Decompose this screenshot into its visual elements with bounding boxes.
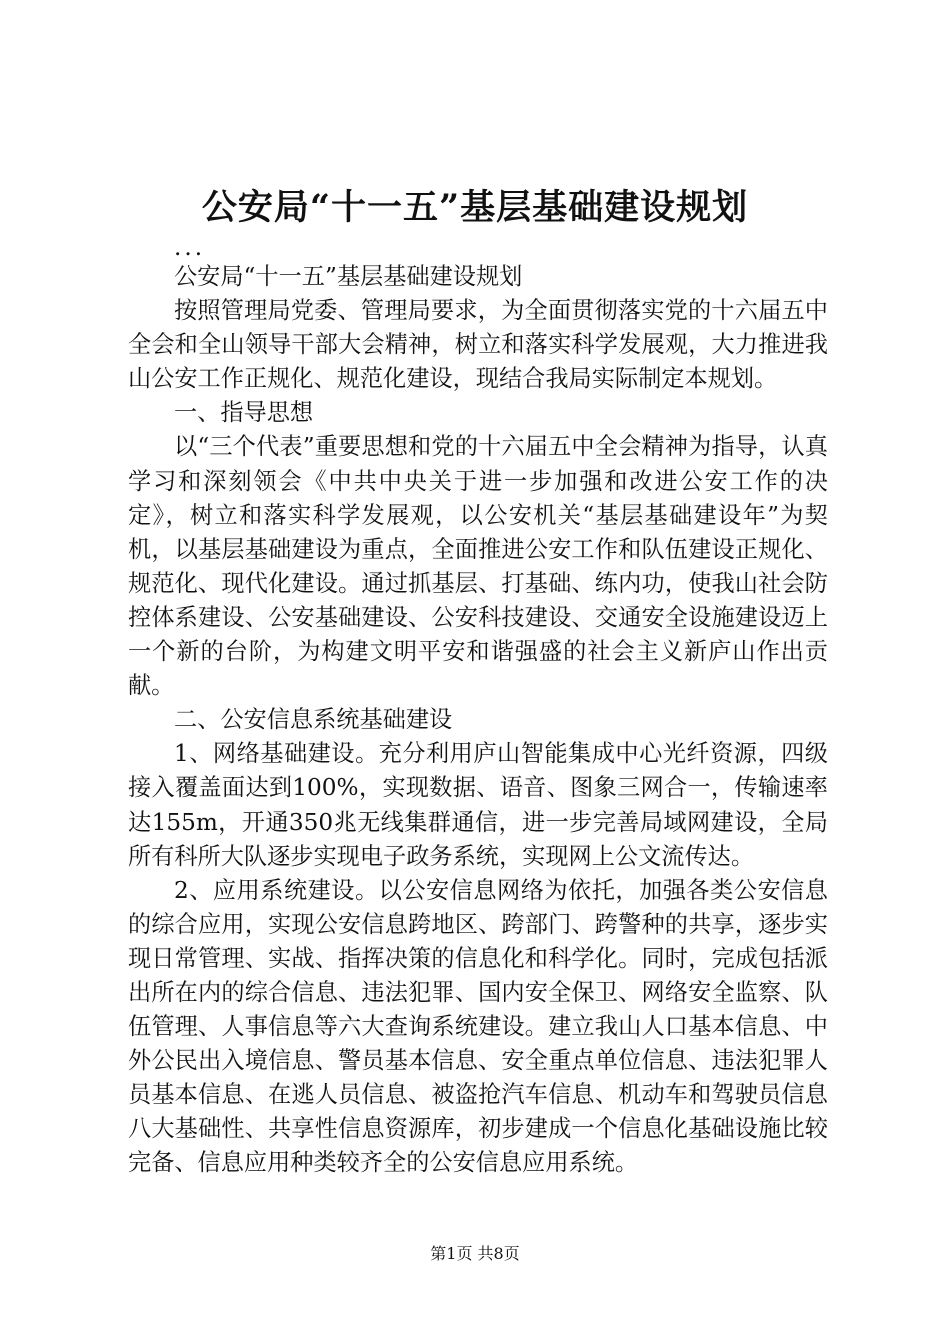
document-body bbox=[128, 236, 828, 1181]
guiding-ideology-paragraph: 以“三个代表”重要思想和党的十六届五中全会精神为指导，认真学习和深刻领会《中共中央关于进一步加强和改进公安工作的决定》，树立和落实科学发展观，以公安机关“基层基础建设年”为契机，以基层基础建设为重点，全面推进公安工作和队伍建设正规化、规范化、现代化建设。通过抓基层、打基础、练内功，使我山社会防控体系建设、公安基础建设、公安科技建设、交通安全设施建设迈上一个新的台阶，为构建文明平安和谐强盛的社会主义新庐山作出贡献。 bbox=[128, 433, 828, 700]
section-heading-info-system: 二、公安信息系统基础建设 bbox=[174, 706, 453, 734]
page-footer: 第1页 共8页 bbox=[430, 1244, 520, 1263]
intro-paragraph: 按照管理局党委、管理局要求，为全面贯彻落实党的十六届五中全会和全山领导干部大会精神，树立和落实科学发展观，大力推进我山公安工作正规化、规范化建设，现结合我局实际制定本规划。 bbox=[128, 297, 828, 393]
subtitle-paragraph: 公安局“十一五”基层基础建设规划 bbox=[174, 263, 523, 290]
section-heading-guiding-ideology: 一、指导思想 bbox=[174, 399, 314, 427]
document-title: 公安局“十一五”基层基础建设规划 bbox=[201, 187, 749, 228]
network-construction-paragraph: 1、网络基础建设。充分利用庐山智能集成中心光纤资源，四级接入覆盖面达到100%，实现数据、语音、图象三网合一，传输速率达155m，开通350兆无线集群通信，进一步完善局域网建设，全局所有科所大队逐步实现电子政务系统，实现网上公文流传达。 bbox=[128, 740, 828, 870]
application-system-paragraph: 2、应用系统建设。以公安信息网络为依托，加强各类公安信息的综合应用，实现公安信息跨地区、跨部门、跨警种的共享，逐步实现日常管理、实战、指挥决策的信息化和科学化。同时，完成包括派出所在内的综合信息、违法犯罪、国内安全保卫、网络安全监察、队伍管理、人事信息等六大查询系统建设。建立我山人口基本信息、中外公民出入境信息、警员基本信息、安全重点单位信息、违法犯罪人员基本信息、在逃人员信息、被盗抢汽车信息、机动车和驾驶员信息八大基础性、共享性信息资源库，初步建成一个信息化基础设施比较完备、信息应用种类较齐全的公安信息应用系统。 bbox=[128, 876, 828, 1177]
ellipsis-marker: ... bbox=[174, 234, 206, 261]
